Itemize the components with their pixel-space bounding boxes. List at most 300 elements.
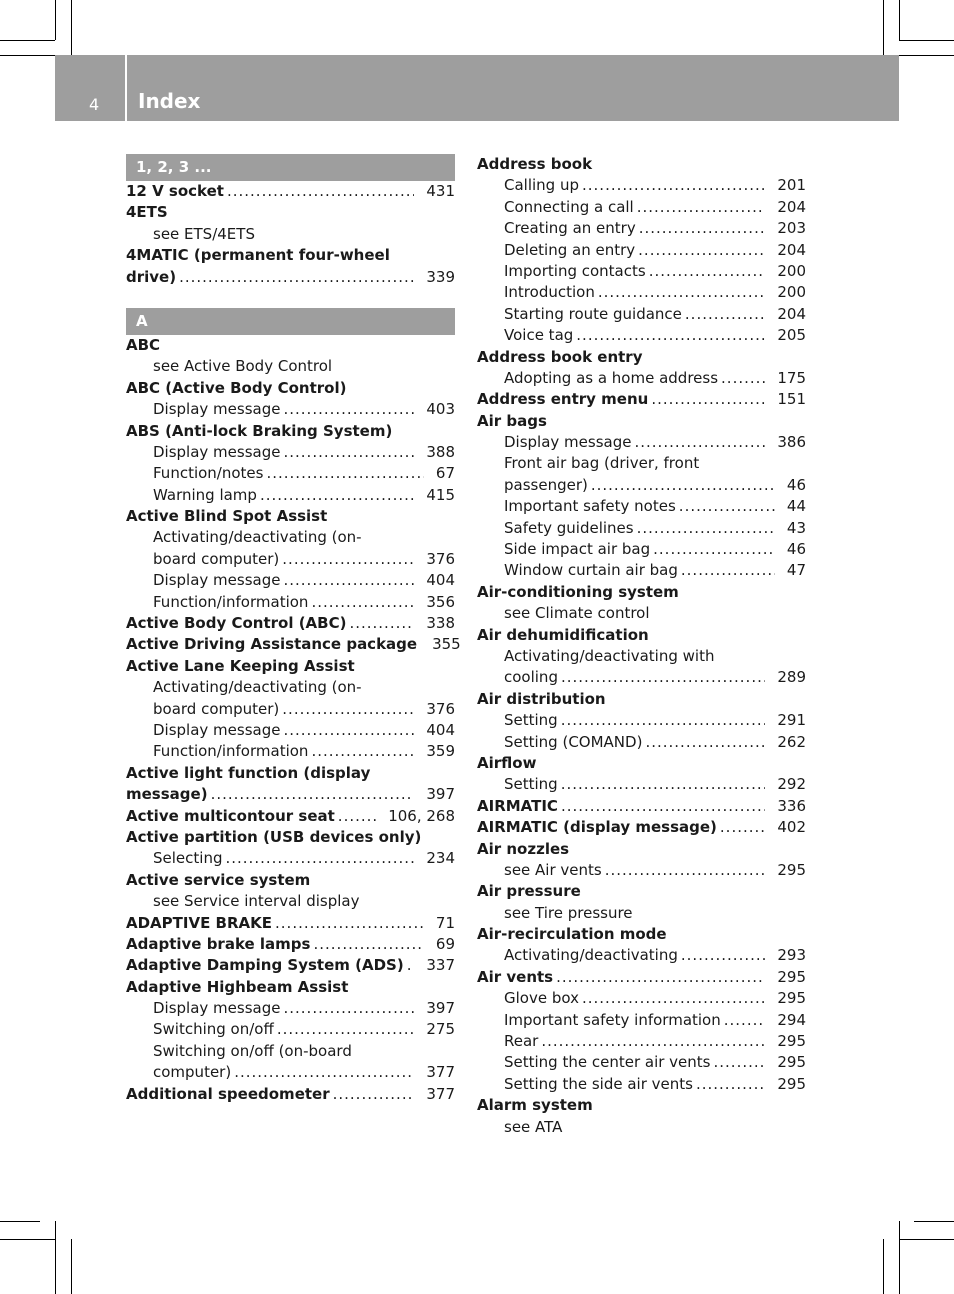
crop-mark: [55, 1221, 56, 1294]
page-reference: 46: [786, 540, 806, 559]
page-reference: 293: [777, 946, 806, 965]
entry-text: Setting the center air vents: [504, 1053, 711, 1072]
entry-text: 12 V socket: [126, 182, 224, 200]
index-subentry: [126, 224, 455, 245]
index-subentry: [477, 304, 806, 325]
page-reference: 376: [426, 699, 455, 718]
dot-leader: [561, 796, 765, 817]
page-reference: 204: [777, 197, 806, 216]
index-entry: [126, 378, 455, 399]
index-subentry: [477, 774, 806, 795]
index-subentry: [126, 1019, 455, 1040]
index-entry: [126, 181, 455, 202]
dot-leader: [275, 913, 424, 934]
crop-mark: [899, 1221, 900, 1294]
page-reference: 415: [426, 485, 455, 504]
dot-leader: [225, 848, 414, 869]
index-subentry: [477, 1052, 806, 1073]
entry-text: board computer): [153, 549, 280, 568]
page-title: Index: [138, 89, 201, 113]
page-reference: 46: [786, 475, 806, 494]
index-subentry: [477, 710, 806, 731]
page-reference: 200: [777, 261, 806, 280]
entry-text: see ETS/4ETS: [153, 224, 255, 243]
index-entry: [477, 582, 806, 603]
index-entry: [477, 1095, 806, 1116]
page-reference: 292: [777, 775, 806, 794]
entry-text: see Active Body Control: [153, 357, 333, 376]
entry-text: Setting the side air vents: [504, 1074, 693, 1093]
page-reference: 295: [777, 1032, 806, 1051]
dot-leader: [211, 784, 415, 805]
page-reference: 295: [777, 1053, 806, 1072]
index-entry: [477, 753, 806, 774]
index-subentry: [126, 442, 455, 463]
entry-text: Switching on/off: [153, 1020, 274, 1039]
index-subentry: [477, 197, 806, 218]
entry-text: Display message: [153, 571, 281, 590]
entry-text: ADAPTIVE BRAKE: [126, 913, 273, 932]
page-reference: 295: [777, 860, 806, 879]
crop-mark: [914, 1221, 954, 1222]
index-subentry: [477, 646, 806, 667]
index-subentry: [477, 945, 806, 966]
index-subentry: [477, 539, 806, 560]
crop-mark: [55, 0, 56, 40]
entry-text: Activating/deactivating with: [504, 646, 715, 665]
index-subentry: [477, 261, 806, 282]
entry-text: Display message: [504, 433, 632, 452]
crop-mark: [883, 0, 884, 55]
dot-leader: [721, 368, 765, 389]
index-subentry: [477, 240, 806, 261]
entry-text: Voice tag: [504, 326, 574, 345]
page-reference: 397: [426, 999, 455, 1018]
page-reference: 359: [426, 742, 455, 761]
index-entry: [126, 955, 455, 976]
entry-text: Air-conditioning system: [477, 582, 679, 601]
page-reference: 356: [426, 592, 455, 611]
dot-leader: [653, 539, 775, 560]
dot-leader: [277, 1019, 415, 1040]
entry-text: Window curtain air bag: [504, 561, 678, 580]
index-subentry: [126, 463, 455, 484]
index-entry: [477, 924, 806, 945]
index-entry: [126, 634, 461, 655]
index-subentry: [477, 1031, 806, 1052]
entry-text: Active Lane Keeping Assist: [126, 656, 355, 675]
page-reference: 275: [426, 1020, 455, 1039]
entry-text: Adaptive Highbeam Assist: [126, 977, 349, 996]
entry-text: Air nozzles: [477, 839, 570, 858]
dot-leader: [283, 998, 414, 1019]
dot-leader: [634, 432, 765, 453]
entry-text: Function/information: [153, 592, 309, 611]
entry-text: board computer): [153, 699, 280, 718]
dot-leader: [283, 570, 414, 591]
index-entry: [126, 1084, 455, 1105]
page-reference: 404: [426, 720, 455, 739]
entry-text: Selecting: [153, 849, 223, 868]
entry-text: Air dehumidification: [477, 625, 649, 644]
index-subentry: [477, 175, 806, 196]
crop-mark: [0, 1239, 55, 1240]
entry-text: Setting: [504, 711, 558, 730]
page-reference: 431: [426, 182, 455, 200]
index-subentry: [126, 356, 455, 377]
index-subentry: [126, 848, 455, 869]
header-divider: [125, 55, 127, 121]
dot-leader: [338, 806, 376, 827]
entry-text: Active service system: [126, 870, 311, 889]
page-reference: 47: [786, 561, 806, 580]
dot-leader: [714, 1052, 766, 1073]
page-reference: 262: [777, 732, 806, 751]
entry-text: Air-recirculation mode: [477, 925, 667, 944]
entry-text: computer): [153, 1063, 232, 1082]
dot-leader: [313, 934, 423, 955]
dot-leader: [283, 399, 414, 420]
page-reference: 44: [786, 497, 806, 516]
entry-text: Active light function (display: [126, 763, 371, 782]
entry-text: cooling: [504, 668, 558, 687]
index-subentry: [126, 570, 455, 591]
index-subentry: [477, 475, 806, 496]
page-reference: 355: [432, 635, 461, 654]
entry-text: Airflow: [477, 753, 537, 772]
index-entry: [477, 625, 806, 646]
dot-leader: [260, 485, 414, 506]
page-reference: 71: [435, 913, 455, 932]
dot-leader: [282, 699, 414, 720]
index-subentry: [126, 485, 455, 506]
index-entry: [126, 421, 455, 442]
dot-leader: [591, 475, 775, 496]
page-reference: 386: [777, 433, 806, 452]
entry-text: Display message: [153, 400, 281, 419]
entry-text: Side impact air bag: [504, 540, 651, 559]
index-subentry: [477, 1010, 806, 1031]
entry-text: Glove box: [504, 989, 579, 1008]
page-reference: 295: [777, 989, 806, 1008]
dot-leader: [556, 967, 765, 988]
entry-text: Important safety notes: [504, 497, 676, 516]
entry-text: Calling up: [504, 176, 579, 195]
dot-leader: [645, 732, 765, 753]
entry-text: Alarm system: [477, 1096, 593, 1115]
page-reference: 294: [777, 1010, 806, 1029]
page-reference: 377: [426, 1084, 455, 1103]
index-subentry: [126, 399, 455, 420]
crop-mark: [71, 1239, 72, 1294]
dot-leader: [576, 325, 765, 346]
index-subentry: [477, 1074, 806, 1095]
index-subentry: [477, 860, 806, 881]
index-subentry: [477, 282, 806, 303]
index-entry: [126, 913, 455, 934]
index-entry: [126, 870, 455, 891]
dot-leader: [649, 261, 766, 282]
entry-text: see Tire pressure: [504, 903, 633, 922]
index-entry: [126, 335, 455, 356]
entry-text: Air bags: [477, 411, 547, 430]
entry-text: 4MATIC (permanent four-wheel: [126, 246, 390, 265]
index-entry: [126, 827, 455, 848]
index-entry: [477, 839, 806, 860]
dot-leader: [234, 1062, 414, 1083]
entry-text: Safety guidelines: [504, 518, 634, 537]
entry-text: see ATA: [504, 1117, 563, 1136]
entry-text: Activating/deactivating (on-: [153, 678, 362, 697]
index-entry: [126, 267, 455, 288]
index-subentry: [477, 560, 806, 581]
entry-text: ABS (Anti-lock Braking System): [126, 421, 393, 440]
index-subentry: [126, 1041, 455, 1062]
page-reference: 397: [426, 785, 455, 804]
index-entry: [126, 613, 455, 634]
entry-text: Creating an entry: [504, 219, 636, 238]
entry-text: drive): [126, 267, 177, 286]
page-reference: 200: [777, 283, 806, 302]
page-reference: 295: [777, 967, 806, 986]
dot-leader: [724, 1010, 766, 1031]
entry-text: Importing contacts: [504, 261, 646, 280]
entry-text: see Service interval display: [153, 892, 360, 911]
page-reference: 234: [426, 849, 455, 868]
entry-text: Address book: [477, 155, 593, 173]
index-subentry: [126, 677, 455, 698]
entry-text: Switching on/off (on-board: [153, 1041, 352, 1060]
index-column-right: [477, 154, 806, 1138]
page-reference: 402: [777, 818, 806, 837]
entry-text: AIRMATIC: [477, 796, 558, 815]
dot-leader: [311, 592, 414, 613]
index-entry: [477, 389, 806, 410]
index-subentry: [126, 891, 455, 912]
crop-mark: [71, 0, 72, 55]
entry-text: Front air bag (driver, front: [504, 454, 700, 473]
page-reference: 339: [426, 267, 455, 286]
index-subentry: [126, 998, 455, 1019]
dot-leader: [283, 442, 414, 463]
entry-text: Deleting an entry: [504, 240, 636, 259]
page-reference: 203: [777, 219, 806, 238]
index-subentry: [477, 988, 806, 1009]
entry-text: 4ETS: [126, 203, 168, 222]
entry-text: Starting route guidance: [504, 304, 682, 323]
entry-text: Active Body Control (ABC): [126, 614, 347, 633]
index-subentry: [126, 741, 455, 762]
dot-leader: [541, 1031, 765, 1052]
index-entry: [477, 817, 806, 838]
index-entry: [126, 806, 455, 827]
index-subentry: [126, 1062, 455, 1083]
dot-leader: [651, 389, 765, 410]
page-reference: 388: [426, 442, 455, 461]
entry-text: Display message: [153, 442, 281, 461]
index-column-left: [126, 154, 461, 1105]
dot-leader: [266, 463, 423, 484]
page-reference: 289: [777, 668, 806, 687]
index-entry: [477, 689, 806, 710]
page-reference: 43: [786, 518, 806, 537]
entry-text: message): [126, 785, 208, 804]
page-header: [55, 55, 899, 121]
entry-text: see Climate control: [504, 604, 650, 623]
entry-text: Introduction: [504, 283, 595, 302]
page-reference: 175: [777, 368, 806, 387]
page-reference: 376: [426, 549, 455, 568]
index-subentry: [126, 549, 455, 570]
dot-leader: [638, 240, 765, 261]
index-subentry: [477, 732, 806, 753]
dot-leader: [561, 710, 766, 731]
index-subentry: [477, 325, 806, 346]
entry-text: AIRMATIC (display message): [477, 818, 717, 837]
page-reference: 295: [777, 1074, 806, 1093]
entry-text: Additional speedometer: [126, 1084, 330, 1103]
index-entry: [477, 881, 806, 902]
entry-text: Setting: [504, 775, 558, 794]
dot-leader: [681, 560, 775, 581]
entry-text: ABC (Active Body Control): [126, 378, 347, 397]
index-subentry: [477, 518, 806, 539]
crop-mark: [0, 55, 55, 56]
index-entry: [477, 411, 806, 432]
crop-mark: [899, 55, 954, 56]
entry-text: Display message: [153, 720, 281, 739]
index-subentry: [126, 527, 455, 548]
page-reference: 404: [426, 571, 455, 590]
page-reference: 201: [777, 176, 806, 195]
index-entry: [126, 934, 455, 955]
dot-leader: [311, 741, 414, 762]
dot-leader: [679, 496, 775, 517]
dot-leader: [561, 774, 766, 795]
dot-leader: [227, 181, 414, 202]
entry-text: Active multicontour seat: [126, 806, 335, 825]
page-reference: 205: [777, 326, 806, 345]
index-subentry: [477, 903, 806, 924]
dot-leader: [582, 988, 765, 1009]
entry-text: ABC: [126, 335, 161, 354]
crop-mark: [899, 40, 954, 41]
dot-leader: [685, 304, 765, 325]
entry-text: Setting (COMAND): [504, 732, 643, 751]
index-entry: [126, 506, 455, 527]
index-subentry: [477, 496, 806, 517]
section-heading: A: [126, 308, 455, 335]
crop-mark: [899, 0, 900, 40]
crop-mark: [883, 1239, 884, 1294]
index-entry: [477, 154, 806, 175]
entry-text: Activating/deactivating (on-: [153, 528, 362, 547]
dot-leader: [720, 817, 765, 838]
entry-text: Adopting as a home address: [504, 368, 719, 387]
dot-leader: [605, 860, 766, 881]
section-gap: [126, 288, 455, 308]
page-reference: 67: [435, 464, 455, 483]
index-entry: [126, 202, 455, 223]
index-subentry: [126, 699, 455, 720]
page-reference: 204: [777, 304, 806, 323]
page-reference: 291: [777, 711, 806, 730]
index-subentry: [477, 453, 806, 474]
page-reference: 338: [426, 614, 455, 633]
dot-leader: [179, 267, 414, 288]
index-subentry: [477, 603, 806, 624]
entry-text: Address entry menu: [477, 390, 649, 409]
section-heading: 1, 2, 3 ...: [126, 154, 455, 181]
index-subentry: [477, 218, 806, 239]
dot-leader: [407, 955, 415, 976]
dot-leader: [681, 945, 765, 966]
dot-leader: [561, 667, 765, 688]
index-entry: [477, 796, 806, 817]
page-reference: 151: [777, 390, 806, 409]
entry-text: Air vents: [477, 967, 554, 986]
dot-leader: [333, 1084, 415, 1105]
index-entry: [126, 245, 455, 266]
entry-text: see Air vents: [504, 860, 602, 879]
entry-text: Active partition (USB devices only): [126, 827, 422, 846]
entry-text: Air pressure: [477, 882, 581, 901]
index-entry: [477, 347, 806, 368]
entry-text: passenger): [504, 475, 588, 494]
page-reference: 337: [426, 956, 455, 975]
index-subentry: [477, 432, 806, 453]
dot-leader: [637, 197, 766, 218]
dot-leader: [637, 518, 775, 539]
page-reference: 106, 268: [388, 806, 455, 825]
entry-text: Function/notes: [153, 464, 264, 483]
entry-text: Air distribution: [477, 689, 606, 708]
dot-leader: [349, 613, 414, 634]
dot-leader: [639, 218, 766, 239]
page-reference: 403: [426, 400, 455, 419]
dot-leader: [696, 1074, 765, 1095]
entry-text: Activating/deactivating: [504, 946, 678, 965]
entry-text: Adaptive Damping System (ADS): [126, 956, 404, 975]
page-reference: 377: [426, 1063, 455, 1082]
entry-text: Active Blind Spot Assist: [126, 507, 328, 526]
crop-mark: [899, 1239, 954, 1240]
index-entry: [126, 656, 455, 677]
page-reference: 336: [777, 796, 806, 815]
entry-text: Important safety information: [504, 1010, 721, 1029]
entry-text: Rear: [504, 1032, 539, 1051]
dot-leader: [598, 282, 766, 303]
entry-text: Address book entry: [477, 347, 643, 366]
dot-leader: [582, 175, 765, 196]
page-number: 4: [89, 95, 100, 114]
index-entry: [477, 967, 806, 988]
entry-text: Connecting a call: [504, 197, 634, 216]
entry-text: Display message: [153, 999, 281, 1018]
entry-text: Warning lamp: [153, 485, 257, 504]
index-entry: [126, 763, 455, 784]
index-subentry: [126, 592, 455, 613]
index-subentry: [477, 667, 806, 688]
crop-mark: [0, 1221, 40, 1222]
index-subentry: [477, 368, 806, 389]
dot-leader: [283, 720, 414, 741]
entry-text: Active Driving Assistance package: [126, 635, 418, 654]
index-subentry: [126, 720, 455, 741]
entry-text: Adaptive brake lamps: [126, 934, 311, 953]
crop-mark: [0, 40, 55, 41]
index-subentry: [477, 1117, 806, 1138]
